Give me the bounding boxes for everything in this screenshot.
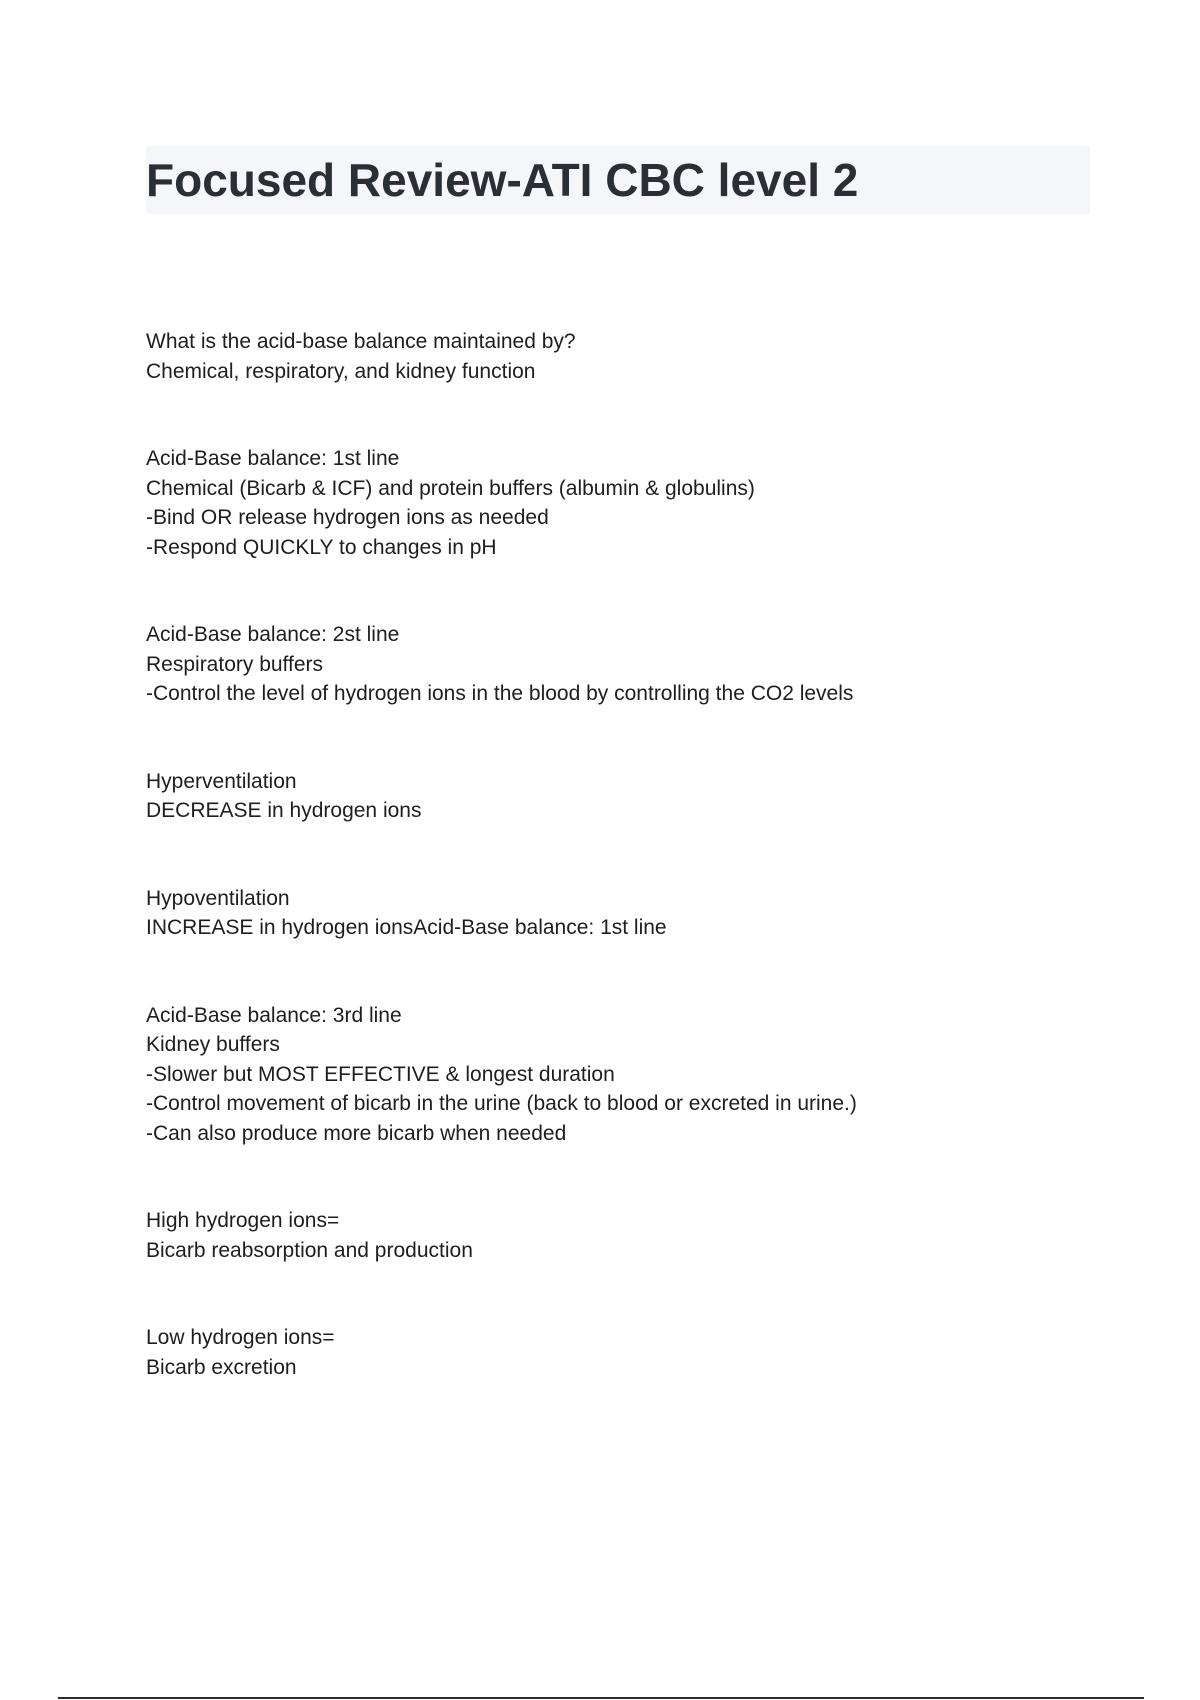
- flashcard-item: [146, 884, 1106, 943]
- flashcard-answer-line: DECREASE in hydrogen ions: [146, 799, 422, 822]
- flashcard-question: Hyperventilation: [146, 769, 297, 793]
- flashcard-answer-line: -Can also produce more bicarb when needed: [146, 1121, 567, 1145]
- flashcard-answer-line: -Bind OR release hydrogen ions as needed: [146, 506, 549, 529]
- flashcard-item: [146, 1001, 1106, 1149]
- title-band: [146, 146, 1090, 214]
- footer-divider: [58, 1697, 1144, 1699]
- flashcard-item: [146, 444, 1106, 562]
- flashcard-item: [146, 767, 1106, 826]
- flashcard-answer-line: -Control movement of bicarb in the urine (back to blood or excreted in urine.): [146, 1092, 857, 1115]
- flashcard-item: [146, 620, 1106, 709]
- flashcard-item: [146, 1206, 1106, 1265]
- flashcard-answer-line: -Slower but MOST EFFECTIVE & longest duration: [146, 1062, 615, 1086]
- flashcard-answer-line: -Respond QUICKLY to changes in pH: [146, 535, 497, 559]
- flashcard-answer-line: INCREASE in hydrogen ionsAcid-Base balance: 1st line: [146, 916, 667, 939]
- flashcard-question: Hypoventilation: [146, 886, 290, 910]
- flashcard-question: Acid-Base balance: 3rd line: [146, 1003, 402, 1027]
- flashcard-question: What is the acid-base balance maintained by?: [146, 330, 576, 353]
- flashcard-answer-line: Bicarb reabsorption and production: [146, 1238, 473, 1262]
- flashcard-item: [146, 327, 1106, 386]
- flashcard-answer-line: Chemical (Bicarb & ICF) and protein buffers (albumin & globulins): [146, 476, 755, 500]
- flashcard-answer-line: Bicarb excretion: [146, 1355, 297, 1379]
- flashcard-item: [146, 1323, 1106, 1382]
- flashcard-list: [146, 327, 1106, 1440]
- page-title: Focused Review-ATI CBC level 2: [146, 154, 859, 206]
- flashcard-question: Acid-Base balance: 1st line: [146, 447, 400, 470]
- flashcard-answer-line: Chemical, respiratory, and kidney function: [146, 359, 536, 383]
- flashcard-answer-line: Respiratory buffers: [146, 652, 324, 676]
- flashcard-question: Acid-Base balance: 2st line: [146, 623, 400, 646]
- flashcard-answer-line: Kidney buffers: [146, 1033, 280, 1056]
- flashcard-question: High hydrogen ions=: [146, 1209, 340, 1232]
- flashcard-question: Low hydrogen ions=: [146, 1326, 335, 1349]
- flashcard-answer-line: -Control the level of hydrogen ions in the blood by controlling the CO2 levels: [146, 682, 854, 705]
